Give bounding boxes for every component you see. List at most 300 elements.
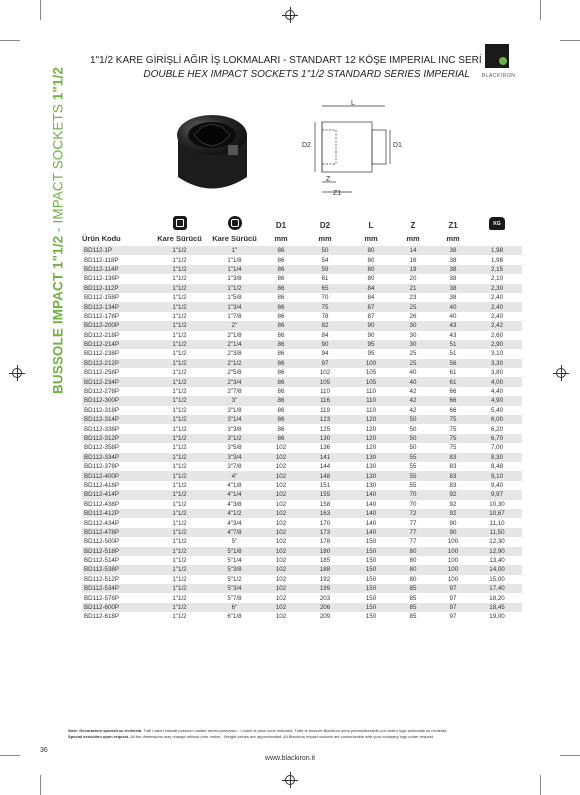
table-cell: 1"1/2 bbox=[172, 566, 187, 574]
table-cell: 150 bbox=[365, 538, 377, 546]
table-cell: 14,00 bbox=[489, 566, 505, 574]
table-cell: 86 bbox=[277, 388, 285, 396]
table-cell: BD112-178P bbox=[84, 312, 119, 320]
table-cell: 90 bbox=[321, 341, 329, 349]
table-cell: 2"3/8 bbox=[227, 350, 242, 358]
crop-mark bbox=[0, 40, 20, 41]
table-cell: 3" bbox=[231, 397, 238, 405]
table-cell: BD112-114P bbox=[84, 265, 119, 273]
unit-z: mm bbox=[406, 233, 420, 243]
table-cell: 4"1/8 bbox=[227, 481, 242, 489]
table-cell: 1"1/2 bbox=[172, 585, 187, 593]
table-cell: 2"5/8 bbox=[227, 369, 242, 377]
table-cell: BD112-158P bbox=[84, 294, 119, 302]
table-cell: 66 bbox=[449, 397, 457, 405]
table-cell: BD112-400P bbox=[84, 472, 119, 480]
table-cell: 1" bbox=[231, 247, 238, 255]
table-cell: 100 bbox=[447, 557, 459, 565]
table-cell: 59 bbox=[321, 265, 329, 273]
table-row bbox=[82, 471, 522, 480]
table-cell: BD112-600P bbox=[84, 604, 119, 612]
table-cell: BD112-258P bbox=[84, 369, 119, 377]
table-cell: 1"1/2 bbox=[172, 547, 187, 555]
table-cell: 70 bbox=[321, 294, 329, 302]
table-cell: 55 bbox=[409, 463, 417, 471]
table-cell: 3"3/8 bbox=[227, 425, 242, 433]
table-cell: 19 bbox=[409, 265, 417, 273]
table-cell: 1"1/2 bbox=[172, 359, 187, 367]
registration-mark-right bbox=[556, 368, 566, 378]
table-cell: 1"1/2 bbox=[172, 397, 187, 405]
table-cell: 97 bbox=[449, 604, 457, 612]
col-z: Z bbox=[410, 221, 416, 230]
note-line2-bold: Special execution upon request. bbox=[68, 733, 130, 739]
table-cell: 90 bbox=[367, 331, 375, 339]
table-cell: 10,67 bbox=[489, 510, 505, 518]
table-cell: 102 bbox=[275, 491, 287, 499]
table-cell: 86 bbox=[277, 265, 285, 273]
page-title-tr: 1"1/2 KARE GİRİŞLİ AĞIR İŞ LOKMALARI - STANDART 12 KÖŞE IMPERIAL INC SERİ bbox=[90, 55, 482, 66]
crop-mark bbox=[40, 0, 41, 20]
table-cell: 86 bbox=[277, 416, 285, 424]
table-cell: 1"1/2 bbox=[172, 312, 187, 320]
table-cell: BD112-518P bbox=[84, 547, 119, 555]
table-cell: 86 bbox=[277, 425, 285, 433]
logo-brand: BLACKIRON bbox=[482, 73, 516, 79]
website-link[interactable]: www.blackiron.it bbox=[264, 755, 316, 762]
table-cell: 70 bbox=[409, 500, 417, 508]
table-cell: 77 bbox=[409, 538, 417, 546]
table-cell: 1"7/8 bbox=[227, 312, 242, 320]
note-line2: All the dimensions may change without prior notice - Weight values are approximated. All Blackiron impact sockets are customizable with your company logo under request. bbox=[129, 733, 435, 739]
table-cell: 75 bbox=[449, 444, 457, 452]
table-cell: BD112-118P bbox=[84, 256, 119, 264]
table-cell: BD112-478P bbox=[84, 528, 119, 536]
table-cell: 1"1/2 bbox=[172, 613, 187, 621]
table-cell: 8,30 bbox=[490, 453, 504, 461]
table-cell: 30 bbox=[409, 322, 417, 330]
table-cell: 75 bbox=[321, 303, 329, 311]
table-cell: BD112-238P bbox=[84, 350, 119, 358]
table-cell: 70 bbox=[409, 491, 417, 499]
table-cell: 77 bbox=[409, 528, 417, 536]
page-title-en: DOUBLE HEX IMPACT SOCKETS 1"1/2 STANDARD SERIES IMPERIAL bbox=[143, 69, 470, 80]
table-cell: 5"3/4 bbox=[227, 585, 242, 593]
table-cell: 105 bbox=[365, 378, 377, 386]
note-line1-bold: Decorazioni speciali su richiesta. bbox=[79, 728, 143, 733]
table-cell: 136 bbox=[319, 444, 331, 452]
table-cell: 1"1/2 bbox=[172, 538, 187, 546]
table-cell: 1"1/2 bbox=[172, 303, 187, 311]
table-row bbox=[82, 462, 522, 471]
table-cell: 1"1/2 bbox=[172, 265, 187, 273]
table-row bbox=[82, 584, 522, 593]
table-cell: 80 bbox=[367, 247, 375, 255]
table-cell: 1"1/2 bbox=[172, 594, 187, 602]
table-cell: 1"1/2 bbox=[172, 528, 187, 536]
table-cell: 42 bbox=[409, 397, 417, 405]
table-cell: 123 bbox=[319, 416, 331, 424]
table-cell: 90 bbox=[449, 519, 457, 527]
table-cell: 151 bbox=[319, 481, 331, 489]
table-cell: BD112-418P bbox=[84, 481, 119, 489]
table-cell: BD112-138P bbox=[84, 275, 119, 283]
table-cell: 3,10 bbox=[490, 350, 504, 358]
table-cell: 12,30 bbox=[489, 538, 505, 546]
table-cell: 83 bbox=[449, 463, 457, 471]
table-cell: 38 bbox=[449, 265, 457, 273]
table-cell: 7,00 bbox=[490, 444, 504, 452]
table-cell: 1"1/2 bbox=[172, 575, 187, 583]
table-cell: 66 bbox=[449, 388, 457, 396]
table-cell: 1"1/2 bbox=[172, 604, 187, 612]
table-cell: 144 bbox=[319, 463, 331, 471]
table-cell: 199 bbox=[319, 585, 331, 593]
table-cell: BD112-200P bbox=[84, 322, 119, 330]
table-cell: 80 bbox=[367, 256, 375, 264]
table-cell: 2"1/8 bbox=[227, 331, 242, 339]
table-cell: 130 bbox=[365, 453, 377, 461]
table-cell: 4"3/8 bbox=[227, 500, 242, 508]
table-cell: 1"1/2 bbox=[172, 378, 187, 386]
table-cell: 3"7/8 bbox=[227, 463, 242, 471]
table-cell: 150 bbox=[365, 547, 377, 555]
table-cell: 180 bbox=[319, 547, 331, 555]
table-cell: 1"1/2 bbox=[172, 369, 187, 377]
table-cell: 102 bbox=[275, 519, 287, 527]
table-cell: 2" bbox=[231, 322, 238, 330]
table-cell: 120 bbox=[365, 444, 377, 452]
table-cell: 1,98 bbox=[490, 256, 504, 264]
table-cell: 4,90 bbox=[490, 397, 504, 405]
table-cell: 72 bbox=[409, 510, 417, 518]
label-Z1: Z1 bbox=[333, 190, 342, 197]
table-cell: 6"1/8 bbox=[227, 613, 242, 621]
table-cell: 5"1/2 bbox=[227, 575, 242, 583]
table-row bbox=[82, 368, 522, 377]
registration-mark-left bbox=[12, 368, 22, 378]
table-cell: 1"1/2 bbox=[172, 444, 187, 452]
table-cell: 43 bbox=[449, 322, 457, 330]
table-cell: 3"1/2 bbox=[227, 435, 242, 442]
table-cell: 1"1/2 bbox=[172, 331, 187, 339]
table-cell: 9,97 bbox=[490, 491, 504, 499]
table-cell: 2,40 bbox=[490, 312, 504, 320]
table-row bbox=[82, 612, 522, 621]
table-cell: 86 bbox=[277, 303, 285, 311]
sidebar-title bbox=[48, 68, 68, 398]
table-cell: 95 bbox=[367, 350, 375, 358]
table-cell: 120 bbox=[365, 435, 377, 442]
table-cell: 3"3/4 bbox=[227, 453, 242, 461]
table-cell: 4"1/4 bbox=[227, 491, 242, 499]
table-cell: 102 bbox=[275, 538, 287, 546]
table-cell: 87 bbox=[367, 303, 375, 311]
table-row bbox=[82, 565, 522, 574]
table-cell: BD112-578P bbox=[84, 594, 119, 602]
table-cell: 86 bbox=[277, 359, 285, 367]
table-cell: 10,30 bbox=[489, 500, 505, 508]
table-cell: 102 bbox=[275, 463, 287, 471]
table-cell: 130 bbox=[365, 481, 377, 489]
table-cell: 1"1/2 bbox=[172, 500, 187, 508]
table-cell: 2,40 bbox=[490, 303, 504, 311]
table-cell: 102 bbox=[275, 604, 287, 612]
table-cell: 87 bbox=[367, 312, 375, 320]
table-cell: 85 bbox=[409, 594, 417, 602]
table-cell: BD112-338P bbox=[84, 425, 119, 433]
table-row bbox=[82, 321, 522, 330]
table-cell: 102 bbox=[275, 481, 287, 489]
table-cell: 92 bbox=[449, 491, 457, 499]
table-cell: 150 bbox=[365, 604, 377, 612]
table-cell: BD112-534P bbox=[84, 585, 119, 593]
table-row bbox=[82, 349, 522, 358]
weight-icon: KG bbox=[489, 217, 505, 230]
table-cell: 20 bbox=[409, 275, 417, 283]
table-cell: 66 bbox=[449, 406, 457, 414]
table-cell: BD112-618P bbox=[84, 613, 119, 621]
table-cell: 6,20 bbox=[490, 425, 504, 433]
table-cell: 2,42 bbox=[490, 322, 504, 330]
table-cell: BD112-434P bbox=[84, 519, 119, 527]
table-cell: 61 bbox=[449, 369, 457, 377]
table-cell: 86 bbox=[277, 406, 285, 414]
table-cell: 50 bbox=[321, 247, 329, 255]
table-cell: 102 bbox=[275, 557, 287, 565]
unit-d2: mm bbox=[318, 233, 332, 243]
blackiron-logo bbox=[482, 44, 522, 88]
table-cell: 3,80 bbox=[490, 369, 504, 377]
logo-mark bbox=[485, 44, 509, 68]
sidebar-bold-suffix: 1"1/2 bbox=[50, 67, 66, 101]
table-cell: 158 bbox=[319, 500, 331, 508]
table-row bbox=[82, 481, 522, 490]
col-size: Kare Sürücü bbox=[212, 233, 257, 243]
table-cell: 83 bbox=[449, 453, 457, 461]
table-cell: 50 bbox=[409, 416, 417, 424]
page-number: 36 bbox=[40, 747, 48, 754]
table-cell: 50 bbox=[409, 425, 417, 433]
table-cell: 1"1/2 bbox=[172, 388, 187, 396]
table-row bbox=[82, 593, 522, 602]
table-cell: 65 bbox=[321, 284, 329, 292]
table-cell: 42 bbox=[409, 388, 417, 396]
table-row bbox=[82, 387, 522, 396]
table-cell: BD112-300P bbox=[84, 397, 119, 405]
table-cell: 61 bbox=[449, 378, 457, 386]
table-cell: 5"3/8 bbox=[227, 566, 242, 574]
table-cell: 100 bbox=[447, 547, 459, 555]
table-cell: 80 bbox=[367, 265, 375, 273]
table-cell: 95 bbox=[367, 341, 375, 349]
table-cell: 1"1/2 bbox=[172, 322, 187, 330]
table-cell: BD112-234P bbox=[84, 378, 119, 386]
table-cell: 4"1/2 bbox=[227, 510, 242, 518]
table-cell: 4,40 bbox=[490, 388, 504, 396]
table-row bbox=[82, 331, 522, 340]
table-cell: 120 bbox=[365, 416, 377, 424]
table-cell: 11,50 bbox=[489, 528, 505, 536]
table-cell: 5"1/4 bbox=[227, 557, 242, 565]
table-cell: BD112-358P bbox=[84, 444, 119, 452]
table-cell: 1"1/2 bbox=[172, 453, 187, 461]
table-cell: 100 bbox=[447, 566, 459, 574]
table-cell: 13,40 bbox=[489, 557, 505, 565]
table-cell: 1"1/2 bbox=[172, 472, 187, 480]
table-cell: BD112-538P bbox=[84, 566, 119, 574]
table-cell: 11,10 bbox=[489, 519, 505, 527]
table-cell: 5,40 bbox=[490, 406, 504, 414]
table-cell: 14 bbox=[409, 247, 417, 255]
table-cell: 150 bbox=[365, 585, 377, 593]
table-cell: 38 bbox=[449, 275, 457, 283]
table-cell: 97 bbox=[449, 613, 457, 621]
table-cell: 86 bbox=[277, 397, 285, 405]
table-cell: 140 bbox=[365, 500, 377, 508]
unit-l: mm bbox=[364, 233, 378, 243]
table-cell: BD112-112P bbox=[84, 284, 119, 292]
table-cell: BD112-278P bbox=[84, 388, 119, 396]
table-cell: BD112-312P bbox=[84, 435, 119, 442]
table-cell: 86 bbox=[277, 378, 285, 386]
table-cell: 86 bbox=[277, 294, 285, 302]
table-cell: 2"1/2 bbox=[227, 359, 242, 367]
table-cell: 4"7/8 bbox=[227, 528, 242, 536]
table-cell: 40 bbox=[449, 312, 457, 320]
table-cell: 38 bbox=[449, 247, 457, 255]
table-cell: 50 bbox=[409, 444, 417, 452]
registration-mark-top bbox=[285, 10, 295, 20]
table-cell: 140 bbox=[365, 510, 377, 518]
table-cell: 80 bbox=[409, 566, 417, 574]
socket-image bbox=[170, 105, 255, 200]
table-row bbox=[82, 500, 522, 509]
table-cell: 80 bbox=[409, 557, 417, 565]
table-cell: 2,40 bbox=[490, 294, 504, 302]
table-row bbox=[82, 340, 522, 349]
crop-mark bbox=[560, 40, 580, 41]
table-cell: 90 bbox=[449, 528, 457, 536]
table-row bbox=[82, 274, 522, 283]
table-cell: 55 bbox=[409, 472, 417, 480]
label-L: L bbox=[351, 100, 355, 107]
table-cell: 83 bbox=[449, 481, 457, 489]
table-cell: 3,30 bbox=[490, 359, 504, 367]
table-cell: 86 bbox=[277, 256, 285, 264]
table-cell: 51 bbox=[449, 341, 457, 349]
table-cell: 4"3/4 bbox=[227, 519, 242, 527]
table-row bbox=[82, 575, 522, 584]
table-cell: 84 bbox=[367, 284, 375, 292]
table-cell: 102 bbox=[275, 566, 287, 574]
table-cell: 1"3/8 bbox=[227, 275, 242, 283]
table-cell: 90 bbox=[367, 322, 375, 330]
table-cell: 130 bbox=[319, 435, 331, 442]
table-cell: 77 bbox=[409, 519, 417, 527]
table-cell: 5"7/8 bbox=[227, 594, 242, 602]
table-cell: 1"1/2 bbox=[172, 416, 187, 424]
table-cell: 130 bbox=[365, 463, 377, 471]
table-cell: 86 bbox=[277, 331, 285, 339]
crop-mark bbox=[540, 0, 541, 20]
table-cell: BD112-514P bbox=[84, 557, 119, 565]
table-cell: 75 bbox=[449, 425, 457, 433]
table-cell: 105 bbox=[365, 369, 377, 377]
table-cell: 5"1/8 bbox=[227, 547, 242, 555]
table-cell: 86 bbox=[277, 369, 285, 377]
diagram-drawing bbox=[300, 100, 410, 200]
table-cell: 75 bbox=[449, 416, 457, 424]
table-cell: 102 bbox=[275, 444, 287, 452]
table-cell: 170 bbox=[319, 519, 331, 527]
table-cell: 18,20 bbox=[489, 594, 505, 602]
table-cell: 83 bbox=[449, 472, 457, 480]
table-cell: 80 bbox=[367, 275, 375, 283]
table-cell: 38 bbox=[449, 256, 457, 264]
specs-table bbox=[82, 210, 522, 622]
table-cell: 84 bbox=[367, 294, 375, 302]
table-cell: 18,45 bbox=[489, 604, 505, 612]
table-row bbox=[82, 284, 522, 293]
note-label: Note: bbox=[68, 728, 79, 733]
table-cell: 102 bbox=[275, 547, 287, 555]
table-cell: 3"1/8 bbox=[227, 406, 242, 414]
table-cell: 102 bbox=[319, 369, 331, 377]
table-cell: 102 bbox=[275, 510, 287, 518]
table-row bbox=[82, 443, 522, 452]
table-cell: 30 bbox=[409, 341, 417, 349]
footnote bbox=[68, 728, 528, 739]
table-cell: 110 bbox=[320, 388, 330, 396]
table-cell: 75 bbox=[449, 435, 457, 442]
col-product-code: Ürün Kodu bbox=[82, 233, 121, 243]
table-cell: 94 bbox=[321, 350, 329, 358]
table-cell: 97 bbox=[321, 359, 329, 367]
crop-mark bbox=[40, 775, 41, 795]
table-cell: BD112-134P bbox=[84, 303, 119, 311]
table-cell: 116 bbox=[320, 397, 330, 405]
table-cell: 40 bbox=[409, 369, 417, 377]
label-D2: D2 bbox=[302, 142, 311, 149]
table-cell: BD112-414P bbox=[84, 491, 119, 499]
table-cell: 86 bbox=[277, 322, 285, 330]
table-cell: BD112-1P bbox=[84, 247, 113, 255]
table-cell: 150 bbox=[365, 613, 377, 621]
table-row bbox=[82, 537, 522, 546]
table-cell: 206 bbox=[319, 604, 331, 612]
table-row bbox=[82, 312, 522, 321]
table-cell: 2"7/8 bbox=[227, 388, 242, 396]
table-cell: 80 bbox=[409, 575, 417, 583]
label-Z: Z bbox=[326, 176, 331, 183]
table-cell: 173 bbox=[319, 528, 331, 536]
table-cell: 155 bbox=[319, 491, 331, 499]
table-cell: 1"1/2 bbox=[172, 406, 187, 414]
table-cell: BD112-218P bbox=[84, 331, 119, 339]
table-cell: 119 bbox=[320, 406, 330, 414]
table-cell: 43 bbox=[449, 331, 457, 339]
table-cell: 2"3/4 bbox=[227, 378, 242, 386]
table-row bbox=[82, 293, 522, 302]
label-D1: D1 bbox=[393, 142, 402, 149]
table-cell: 1"1/2 bbox=[172, 510, 187, 518]
table-cell: 1"1/4 bbox=[227, 265, 242, 273]
table-cell: 110 bbox=[366, 397, 376, 405]
table-cell: 1"1/2 bbox=[172, 341, 187, 349]
table-cell: 163 bbox=[319, 510, 331, 518]
table-cell: 100 bbox=[365, 359, 377, 367]
